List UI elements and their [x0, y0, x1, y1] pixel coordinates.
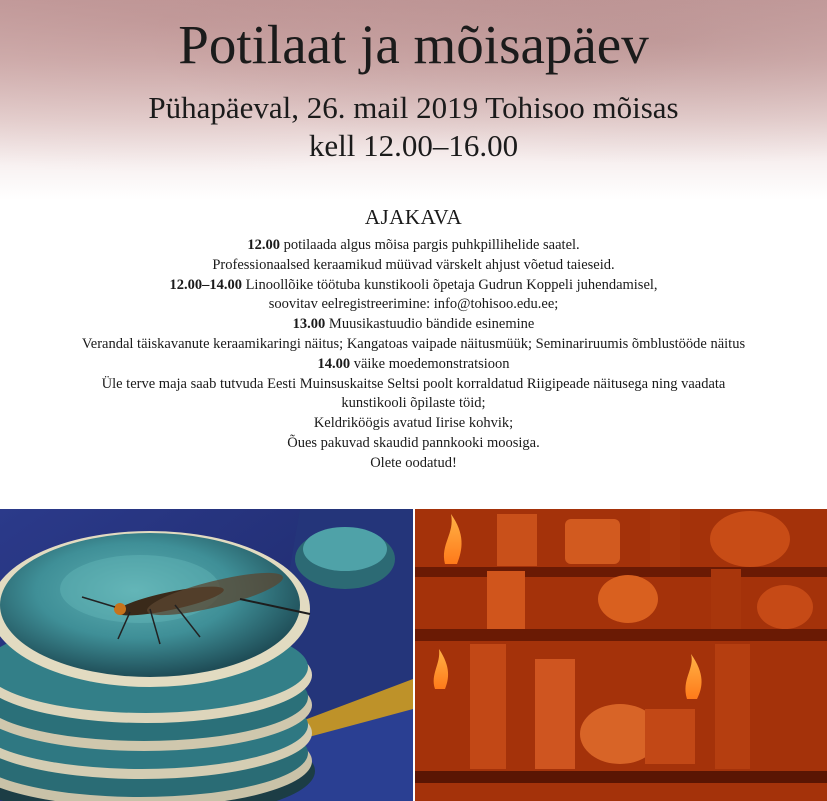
- event-date-location: Pühapäeval, 26. mail 2019 Tohisoo mõisas: [148, 90, 679, 125]
- kiln-photo: [415, 509, 827, 801]
- schedule-time: 12.00: [247, 237, 280, 253]
- schedule-line: [0, 375, 827, 395]
- schedule-time: 14.00: [317, 355, 351, 372]
- schedule-time: 12.00–14.00: [169, 276, 242, 293]
- plates-photo: [0, 509, 413, 801]
- schedule-text: soovitav eelregistreerimine: info@tohisoo.edu.ee;: [268, 296, 559, 313]
- schedule-text: Üle terve maja saab tutvuda Eesti Muinsuskaitse Seltsi poolt korraldatud Riigipeade näitusega ning vaadata: [101, 375, 726, 392]
- schedule-heading: AJAKAVA: [364, 205, 463, 229]
- schedule-text: väike moedemonstratsioon: [350, 355, 510, 372]
- schedule-line: [0, 394, 827, 414]
- schedule-line: [0, 355, 827, 375]
- schedule-text: Olete oodatud!: [370, 454, 457, 471]
- schedule-line: [0, 276, 827, 296]
- page-title: Potilaat ja mõisapäev: [178, 14, 649, 75]
- schedule-text: Professionaalsed keraamikud müüvad värskelt ahjust võetud taieseid.: [212, 256, 615, 273]
- schedule-text: Verandal täiskavanute keraamikaringi näitus; Kangatoas vaipade näitusmüük; Seminariruumis õmblustööde näitus: [81, 335, 746, 352]
- schedule-text: Keldriköögis avatud Iirise kohvik;: [313, 415, 514, 432]
- schedule-line: [0, 454, 827, 474]
- header-banner: [0, 0, 827, 200]
- schedule-time: 13.00: [292, 316, 326, 333]
- schedule-text: potilaada algus mõisa pargis puhkpillihelide saatel.: [279, 237, 580, 253]
- schedule-line: [0, 295, 827, 315]
- schedule-text: Linoollõike töötuba kunstikooli õpetaja Gudrun Koppeli juhendamisel,: [241, 276, 658, 293]
- schedule-line: [0, 256, 827, 276]
- schedule-text: Õues pakuvad skaudid pannkooki moosiga.: [287, 434, 540, 451]
- schedule-line: [0, 414, 827, 434]
- schedule-text: kunstikooli õpilaste töid;: [341, 395, 486, 412]
- event-time: kell 12.00–16.00: [308, 128, 519, 163]
- schedule-list: [0, 236, 827, 474]
- schedule-text: Muusikastuudio bändide esinemine: [325, 316, 535, 333]
- schedule-line: [0, 434, 827, 454]
- schedule-line: [0, 335, 827, 355]
- kiln-illustration: [415, 509, 827, 801]
- schedule-line: [0, 315, 827, 335]
- plates-illustration: [0, 509, 413, 801]
- schedule-line: [0, 236, 827, 256]
